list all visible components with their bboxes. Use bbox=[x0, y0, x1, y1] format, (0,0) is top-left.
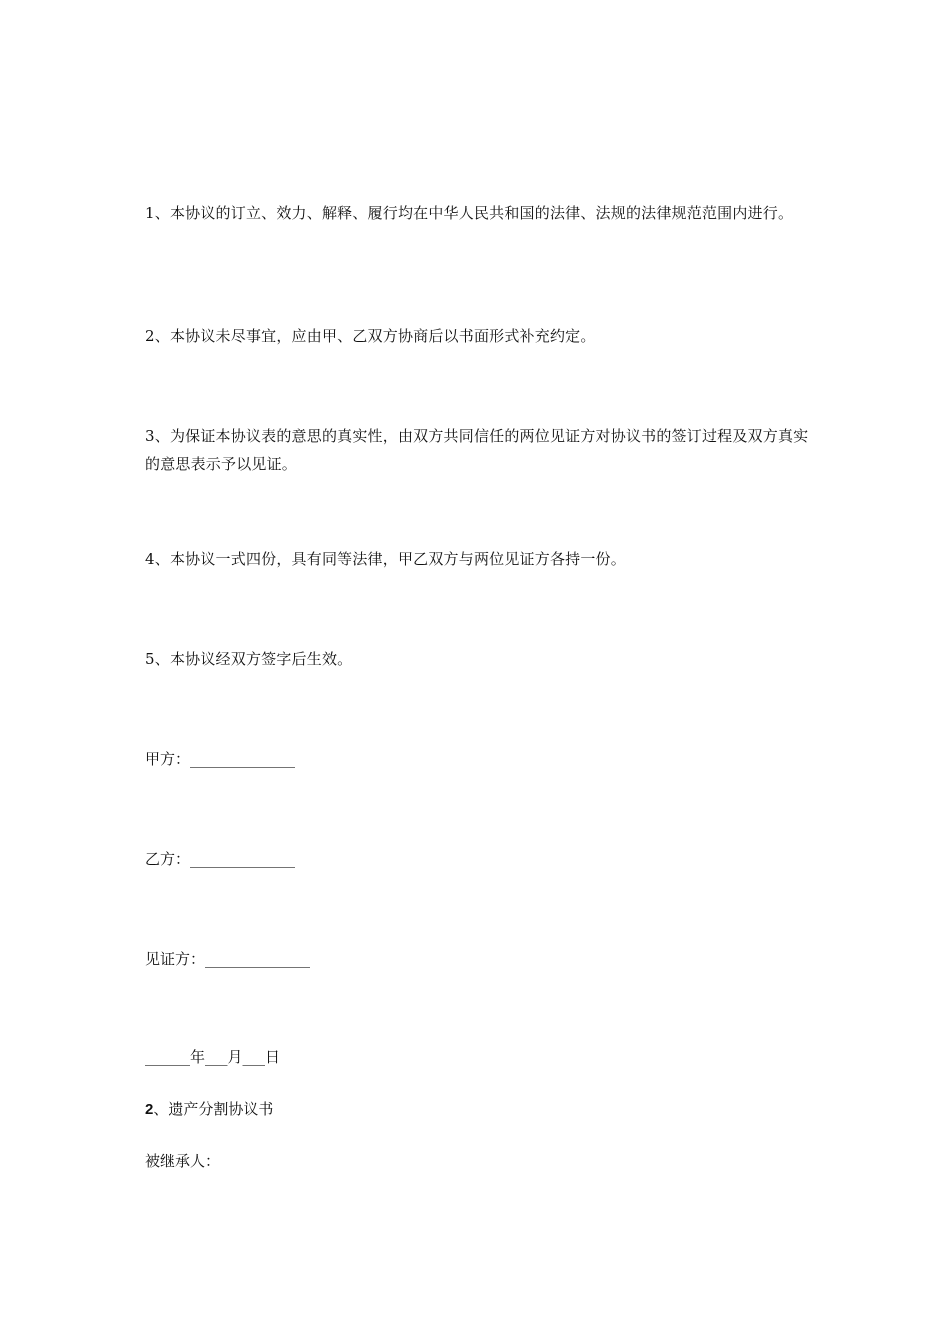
section-2-number: 2 bbox=[145, 1101, 154, 1118]
clause-4: 4、本协议一式四份，具有同等法律，甲乙双方与两位见证方各持一份。 bbox=[145, 550, 626, 568]
clause-5: 5、本协议经双方签字后生效。 bbox=[145, 650, 353, 668]
witness-signature: 见证方：______________ bbox=[145, 950, 311, 968]
party-a-signature: 甲方：______________ bbox=[145, 750, 296, 768]
clause-3: 3、为保证本协议表的意思的真实性，由双方共同信任的两位见证方对协议书的签订过程及双方真实的意思表示予以见证。 bbox=[145, 427, 809, 473]
section-2-title: 、遗产分割协议书 bbox=[153, 1100, 274, 1118]
section-2-heading bbox=[145, 1095, 273, 1124]
clause-2: 2、本协议未尽事宜，应由甲、乙双方协商后以书面形式补充约定。 bbox=[145, 327, 596, 345]
decedent-label: 被继承人： bbox=[145, 1152, 221, 1170]
signing-date: ______年___月___日 bbox=[145, 1048, 281, 1066]
clause-1: 1、本协议的订立、效力、解释、履行均在中华人民共和国的法律、法规的法律规范范围内进行。 bbox=[145, 204, 794, 222]
party-b-signature: 乙方：______________ bbox=[145, 850, 296, 868]
